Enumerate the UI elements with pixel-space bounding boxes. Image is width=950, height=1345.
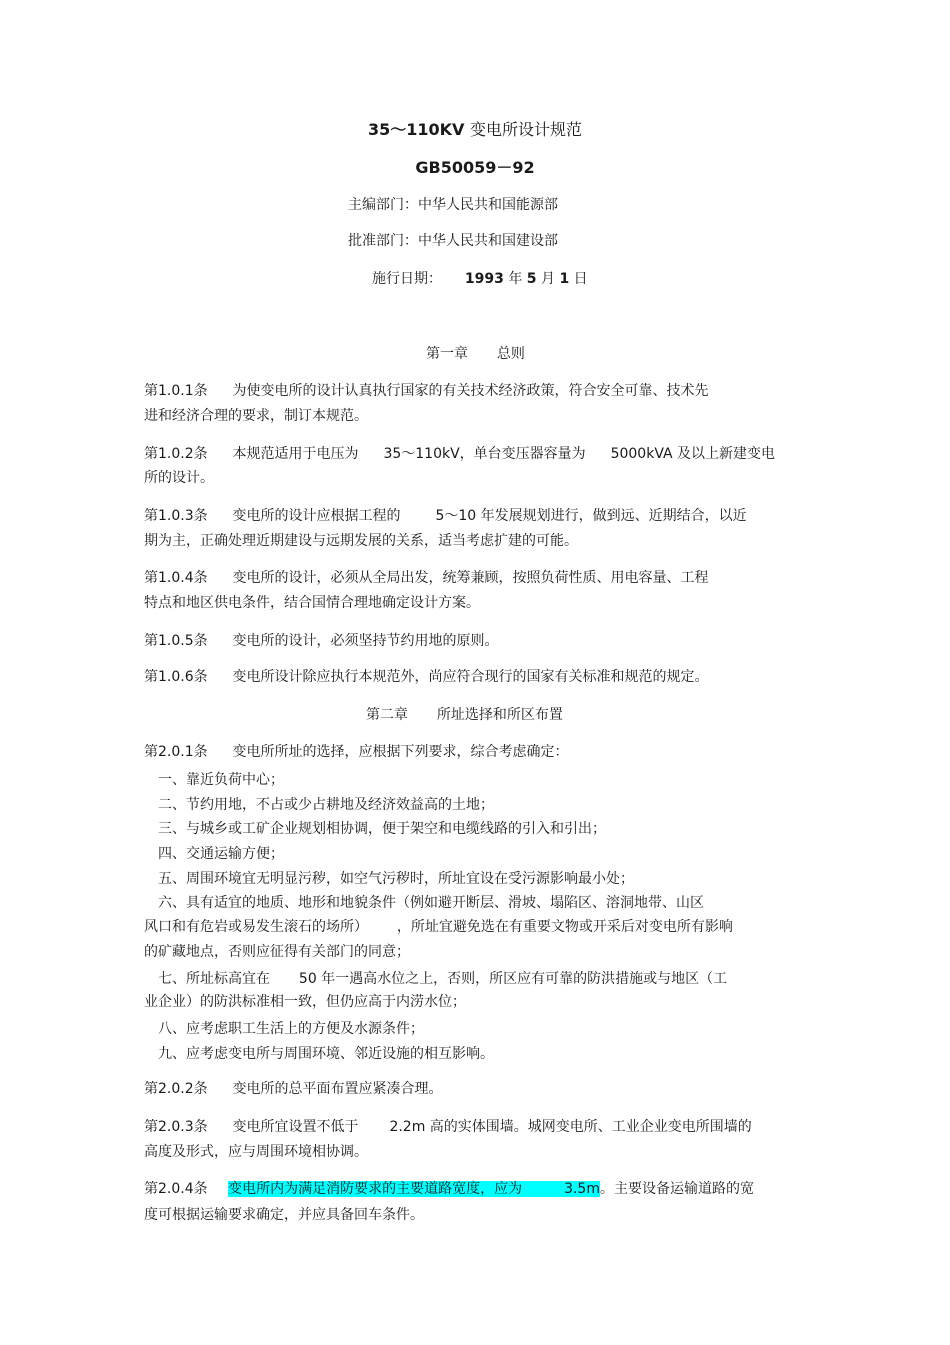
list-item: 四、交通运输方便； [158, 846, 284, 862]
article-1-0-6 [144, 668, 709, 686]
article-1-0-1-line-1 [144, 382, 709, 400]
article-2-0-1 [144, 743, 569, 761]
list-item: 九、应考虑变电所与周围环境、邻近设施的相互影响。 [158, 1046, 494, 1062]
article-1-0-4-line-1 [144, 569, 709, 587]
list-item: 六、具有适宜的地质、地形和地貌条件（例如避开断层、滑坡、塌陷区、溶洞地带、山区 [158, 895, 704, 911]
article-1-0-5 [144, 632, 499, 650]
article-number: 第1.0.5条 [144, 633, 208, 649]
date-day: 1 [559, 271, 570, 287]
article-text: 变电所的设计应根据工程的 [232, 508, 401, 524]
chapter-1-number: 第一章 [426, 346, 468, 362]
list-item-text: 50 年一遇高水位之上，否则，所区应有可靠的防洪措施或与地区（工 [298, 971, 728, 987]
date-day-unit: 日 [573, 271, 588, 287]
article-number: 第1.0.1条 [144, 383, 208, 399]
highlighted-text [228, 1181, 600, 1197]
list-item: 三、与城乡或工矿企业规划相协调，便于架空和电缆线路的引入和引出； [158, 821, 606, 837]
article-text: 本规范适用于电压为 [232, 446, 359, 462]
article-1-0-1-line-2: 进和经济合理的要求，制订本规范。 [144, 408, 368, 424]
list-item-text: 七、所址标高宜在 [158, 971, 270, 987]
chapter-1-heading [426, 345, 525, 363]
article-2-0-2 [144, 1080, 443, 1098]
article-number: 第2.0.2条 [144, 1081, 208, 1097]
document-title [0, 121, 950, 139]
article-1-0-2-line-2: 所的设计。 [144, 470, 214, 486]
editor-dept: 主编部门：中华人民共和国能源部 [348, 197, 558, 213]
article-text: 35～110kV，单台变压器容量为 [383, 446, 586, 462]
date-year: 1993 [464, 271, 504, 287]
date-year-unit: 年 [508, 271, 523, 287]
chapter-1-name: 总则 [496, 346, 525, 362]
chapter-2-name: 所址选择和所区布置 [436, 707, 563, 723]
article-text: 。主要设备运输道路的宽 [599, 1181, 754, 1197]
article-text: 2.2m 高的实体围墙。城网变电所、工业企业变电所围墙的 [389, 1119, 752, 1135]
list-item: 二、节约用地，不占或少占耕地及经济效益高的土地； [158, 797, 494, 813]
list-item-continuation: 业企业）的防洪标准相一致，但仍应高于内涝水位； [144, 994, 466, 1010]
list-item-continuation: 的矿藏地点，否则应征得有关部门的同意； [144, 944, 410, 960]
article-1-0-4-line-2: 特点和地区供电条件，结合国情合理地确定设计方案。 [144, 595, 480, 611]
date-label: 施行日期： [372, 271, 442, 287]
list-item-text: 风口和有危岩或易发生滚石的场所） [144, 919, 368, 935]
article-2-0-3-line-1 [144, 1118, 752, 1136]
article-number: 第1.0.4条 [144, 570, 208, 586]
chapter-2-number: 第二章 [366, 707, 408, 723]
article-text: 变电所设计除应执行本规范外，尚应符合现行的国家有关标准和规范的规定。 [232, 669, 709, 685]
article-1-0-3-line-1 [144, 507, 747, 525]
article-number: 第1.0.3条 [144, 508, 208, 524]
list-item: 五、周围环境宜无明显污秽，如空气污秽时，所址宜设在受污源影响最小处； [158, 871, 634, 887]
article-text: 变电所宜设置不低于 [232, 1119, 359, 1135]
article-number: 第1.0.6条 [144, 669, 208, 685]
article-text: 5000kVA 及以上新建变电 [610, 446, 776, 462]
article-2-0-4-line-2: 度可根据运输要求确定，并应具备回车条件。 [144, 1207, 424, 1223]
title-voltage: 35～110KV [367, 120, 465, 139]
article-text: 变电所的总平面布置应紧凑合理。 [232, 1081, 443, 1097]
title-text: 变电所设计规范 [470, 120, 583, 139]
article-number: 第2.0.4条 [144, 1181, 208, 1197]
list-item: 一、靠近负荷中心； [158, 772, 284, 788]
highlighted-text-part: 变电所内为满足消防要求的主要道路宽度，应为 [228, 1181, 523, 1197]
chapter-2-heading [366, 706, 563, 724]
date-month: 5 [526, 271, 537, 287]
article-1-0-2-line-1 [144, 445, 775, 463]
article-text: 变电所的设计，必须坚持节约用地的原则。 [232, 633, 499, 649]
article-text: 5～10 年发展规划进行，做到远、近期结合，以近 [435, 508, 747, 524]
article-1-0-3-line-2: 期为主，正确处理近期建设与远期发展的关系，适当考虑扩建的可能。 [144, 533, 578, 549]
list-item-continuation [144, 918, 733, 936]
standard-code: GB50059－92 [415, 158, 535, 177]
article-2-0-3-line-2: 高度及形式，应与周围环境相协调。 [144, 1144, 368, 1160]
list-item: 八、应考虑职工生活上的方便及水源条件； [158, 1021, 424, 1037]
article-text: 为使变电所的设计认真执行国家的有关技术经济政策，符合安全可靠、技术先 [232, 383, 709, 399]
list-item-text: ，所址宜避免选在有重要文物或开采后对变电所有影响 [396, 919, 733, 935]
highlighted-text-part: 3.5m [564, 1181, 600, 1197]
date-month-unit: 月 [540, 271, 555, 287]
approver-dept: 批准部门：中华人民共和国建设部 [348, 233, 558, 249]
effective-date [372, 270, 588, 288]
article-text: 变电所所址的选择，应根据下列要求，综合考虑确定： [232, 744, 569, 760]
list-item [158, 970, 727, 988]
article-text: 变电所的设计，必须从全局出发，统筹兼顾，按照负荷性质、用电容量、工程 [232, 570, 709, 586]
article-number: 第2.0.3条 [144, 1119, 208, 1135]
article-2-0-4-line-1 [144, 1180, 754, 1198]
article-number: 第2.0.1条 [144, 744, 208, 760]
article-number: 第1.0.2条 [144, 446, 208, 462]
